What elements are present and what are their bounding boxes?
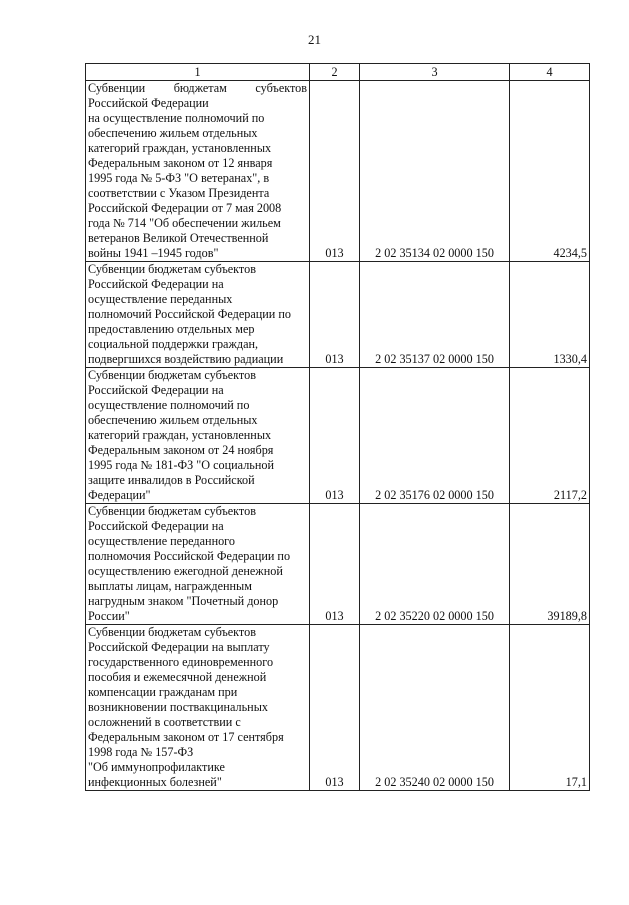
description-line: нагрудным знаком "Почетный донор xyxy=(88,594,279,608)
description-line: защите инвалидов в Российской xyxy=(88,473,255,487)
row-code: 013 xyxy=(310,262,360,368)
description-line: 1995 года № 5-ФЗ "О ветеранах", в xyxy=(88,171,270,185)
description-line: Российской Федерации на xyxy=(88,519,224,533)
description-line: России" xyxy=(88,609,130,623)
description-line: Субвенции бюджетам субъектов xyxy=(88,81,307,95)
row-kbk: 2 02 35137 02 0000 150 xyxy=(360,262,510,368)
row-code: 013 xyxy=(310,81,360,262)
row-code: 013 xyxy=(310,368,360,504)
description-line: полномочий Российской Федерации по xyxy=(88,307,291,321)
row-description xyxy=(86,504,310,625)
description-line: полномочия Российской Федерации по xyxy=(88,549,291,563)
description-line: осуществление переданных xyxy=(88,292,233,306)
header-col-3: 3 xyxy=(360,64,510,81)
description-line: государственного единовременного xyxy=(88,655,274,669)
header-col-2: 2 xyxy=(310,64,360,81)
row-kbk: 2 02 35134 02 0000 150 xyxy=(360,81,510,262)
description-line: Субвенции бюджетам субъектов xyxy=(88,262,256,276)
description-line: инфекционных болезней" xyxy=(88,775,222,789)
row-description xyxy=(86,625,310,791)
description-line: пособия и ежемесячной денежной xyxy=(88,670,267,684)
description-line: категорий граждан, установленных xyxy=(88,428,272,442)
table-row xyxy=(86,504,590,625)
description-line: категорий граждан, установленных xyxy=(88,141,272,155)
description-line: Российской Федерации от 7 мая 2008 xyxy=(88,201,282,215)
description-line: социальной поддержки граждан, xyxy=(88,337,259,351)
description-line: обеспечению жильем отдельных xyxy=(88,413,258,427)
description-line: ветеранов Великой Отечественной xyxy=(88,231,269,245)
description-line: осуществление переданного xyxy=(88,534,235,548)
row-amount: 4234,5 xyxy=(510,81,590,262)
description-line: "Об иммунопрофилактике xyxy=(88,760,225,774)
description-line: Федерации" xyxy=(88,488,151,502)
description-line: выплаты лицам, награжденным xyxy=(88,579,252,593)
page-number: 21 xyxy=(308,32,321,47)
description-line: подвергшихся воздействию радиации xyxy=(88,352,284,366)
header-col-4: 4 xyxy=(510,64,590,81)
description-line: осуществление полномочий по xyxy=(88,398,250,412)
description-line: предоставлению отдельных мер xyxy=(88,322,255,336)
description-line: Российской Федерации xyxy=(88,96,209,110)
row-amount: 1330,4 xyxy=(510,262,590,368)
description-line: Субвенции бюджетам субъектов xyxy=(88,625,256,639)
description-line: Российской Федерации на xyxy=(88,383,224,397)
table-header-row xyxy=(86,64,590,81)
table-row xyxy=(86,368,590,504)
row-description xyxy=(86,368,310,504)
row-kbk: 2 02 35176 02 0000 150 xyxy=(360,368,510,504)
description-line: 1998 года № 157-ФЗ xyxy=(88,745,194,759)
description-line: Субвенции бюджетам субъектов xyxy=(88,368,256,382)
row-description xyxy=(86,262,310,368)
description-line: на осуществление полномочий по xyxy=(88,111,265,125)
description-line: Российской Федерации на xyxy=(88,277,224,291)
description-line: года № 714 "Об обеспечении жильем xyxy=(88,216,281,230)
header-col-1: 1 xyxy=(86,64,310,81)
row-code: 013 xyxy=(310,625,360,791)
description-line: соответствии с Указом Президента xyxy=(88,186,270,200)
description-line: Субвенции бюджетам субъектов xyxy=(88,504,256,518)
description-line: войны 1941 –1945 годов" xyxy=(88,246,219,260)
budget-table xyxy=(85,63,590,791)
table-row xyxy=(86,81,590,262)
description-line: обеспечению жильем отдельных xyxy=(88,126,258,140)
table-row xyxy=(86,262,590,368)
row-code: 013 xyxy=(310,504,360,625)
row-amount: 17,1 xyxy=(510,625,590,791)
description-line: осуществлению ежегодной денежной xyxy=(88,564,283,578)
description-line: возникновении поствакцинальных xyxy=(88,700,268,714)
row-kbk: 2 02 35240 02 0000 150 xyxy=(360,625,510,791)
description-line: компенсации гражданам при xyxy=(88,685,238,699)
row-kbk: 2 02 35220 02 0000 150 xyxy=(360,504,510,625)
row-amount: 39189,8 xyxy=(510,504,590,625)
description-line: Российской Федерации на выплату xyxy=(88,640,270,654)
description-line: Федеральным законом от 17 сентября xyxy=(88,730,284,744)
description-line: Федеральным законом от 12 января xyxy=(88,156,273,170)
row-amount: 2117,2 xyxy=(510,368,590,504)
description-line: осложнений в соответствии с xyxy=(88,715,241,729)
row-description xyxy=(86,81,310,262)
description-line: 1995 года № 181-ФЗ "О социальной xyxy=(88,458,274,472)
table-row xyxy=(86,625,590,791)
description-line: Федеральным законом от 24 ноября xyxy=(88,443,274,457)
